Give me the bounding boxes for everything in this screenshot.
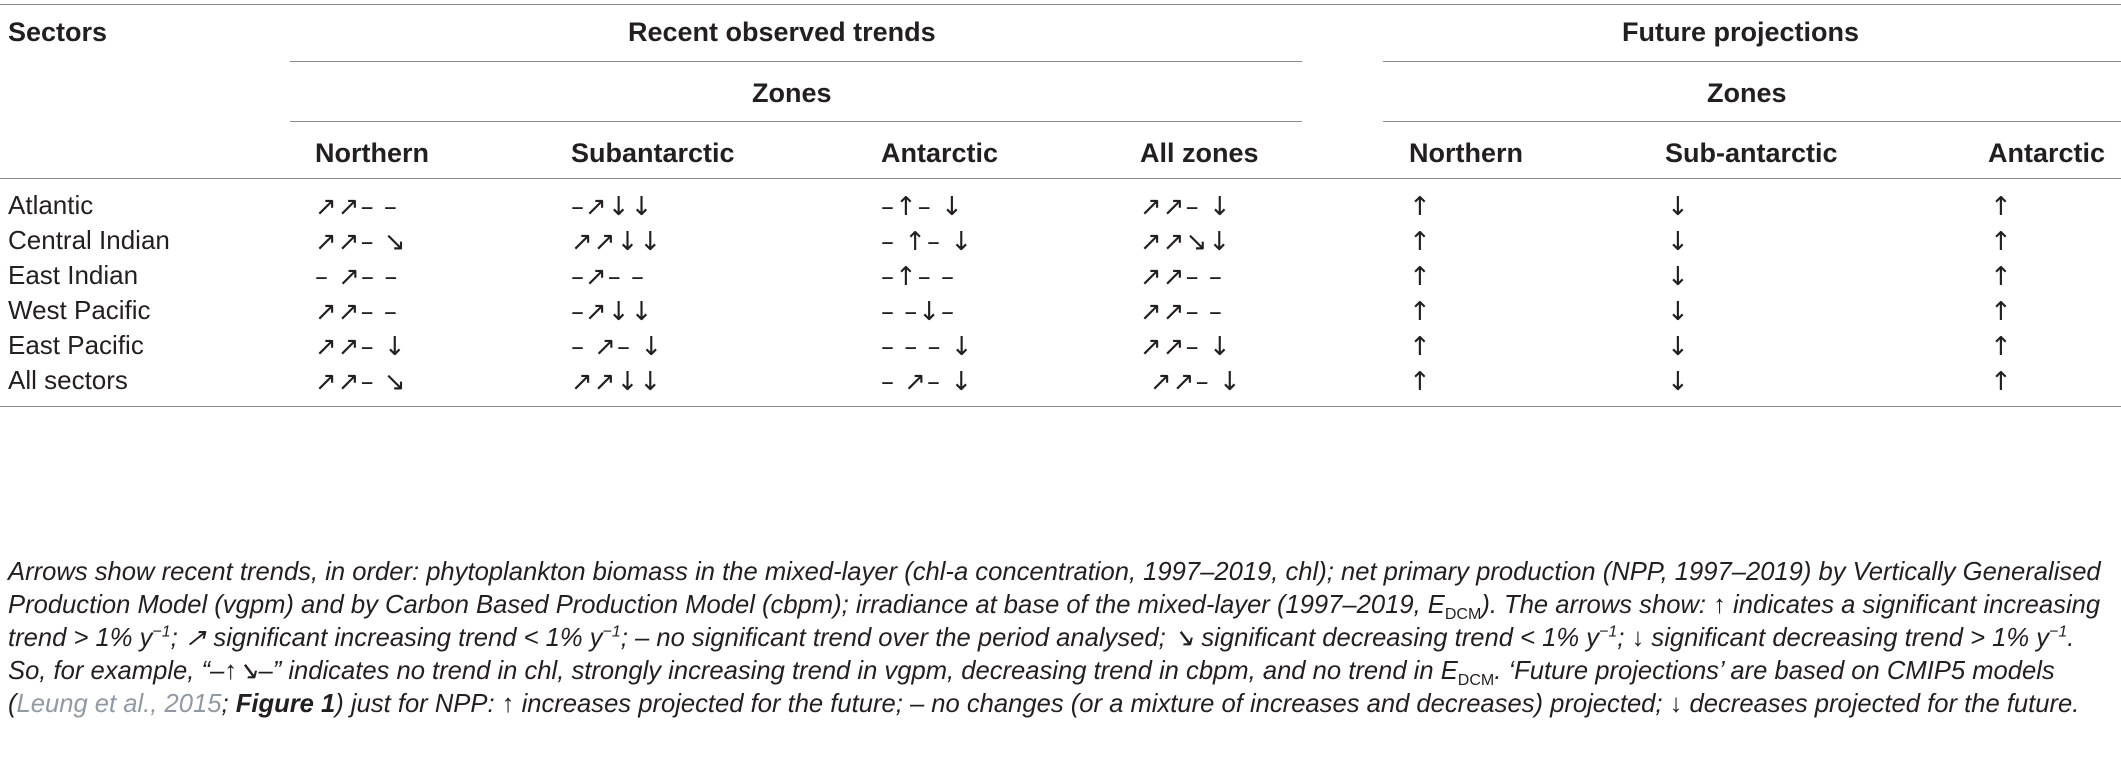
projection-cell: ↑: [1990, 262, 2013, 292]
header-zones-future: Zones: [1707, 78, 1787, 108]
header-bottom-rule: [0, 178, 2121, 179]
recent-zones-rule: [290, 121, 1302, 122]
sector-label: East Pacific: [8, 330, 144, 360]
trend-cell: –↑– –: [881, 262, 956, 292]
header-sectors: Sectors: [8, 17, 108, 47]
trend-cell: ↗↗– ↓: [1140, 192, 1232, 222]
projection-cell: ↓: [1667, 227, 1690, 257]
projection-cell: ↓: [1667, 297, 1690, 327]
caption-text: Arrows show recent trends, in order: phytoplankton biomass in the mixed-layer (chl-a concentration, 1997–2019, chl); net primary production (NPP, 1997–2019) by Vertically Generalised Production Model (vgpm) and by Carbon Based Production Model (cbpm); irradiance at base of the mixed-layer (1997–2019, E: [8, 558, 2101, 619]
header-future-projections: Future projections: [1622, 17, 1860, 47]
trend-cell: ↗↗– ↓: [1150, 367, 1242, 397]
projection-cell: ↑: [1409, 297, 1432, 327]
col-northern: Northern: [315, 138, 429, 168]
trend-cell: ↗↗– –: [315, 297, 398, 327]
sector-label: East Indian: [8, 260, 139, 290]
projection-cell: ↑: [1409, 332, 1432, 362]
projection-cell: ↑: [1990, 192, 2013, 222]
col-antarctic: Antarctic: [881, 138, 999, 168]
trend-cell: ↗↗– ↘: [315, 227, 407, 257]
sector-label: West Pacific: [8, 295, 151, 325]
caption-text: . ‘Future projections’ are based on CMIP5 models (: [8, 657, 2055, 718]
projection-cell: ↓: [1667, 262, 1690, 292]
trend-cell: – ↗– –: [315, 262, 399, 292]
table-caption: [8, 556, 2112, 721]
trend-cell: ↗↗– ↘: [315, 367, 407, 397]
caption-superscript: −1: [152, 623, 171, 641]
trend-cell: –↗↓↓: [571, 192, 654, 222]
header-zones-recent: Zones: [752, 78, 832, 108]
trend-cell: –↗↓↓: [571, 297, 654, 327]
caption-text: ;: [221, 690, 236, 718]
future-zones-rule: [1383, 121, 2121, 122]
trend-cell: – ↗– ↓: [881, 367, 974, 397]
reference-link[interactable]: Leung et al., 2015: [16, 690, 222, 718]
trend-cell: ↗↗– –: [1140, 262, 1223, 292]
trend-cell: – – – ↓: [881, 332, 974, 362]
trend-cell: ↗↗– ↓: [1140, 332, 1232, 362]
caption-text: ). The arrows show: ↑ indicates a significant increasing trend > 1% y: [8, 591, 2101, 652]
projection-cell: ↑: [1409, 262, 1432, 292]
projection-cell: ↓: [1667, 367, 1690, 397]
sector-label: Atlantic: [8, 190, 94, 220]
trend-cell: ↗↗– ↓: [315, 332, 407, 362]
caption-text: ) just for NPP: ↑ increases projected for the future; – no changes (or a mixture of increases and decreases) projected; ↓ decreases projected for the future.: [335, 690, 2080, 718]
caption-superscript: −1: [602, 623, 621, 641]
trend-cell: –↗– –: [571, 262, 646, 292]
trend-cell: ↗↗↓↓: [571, 227, 663, 257]
projection-cell: ↑: [1409, 367, 1432, 397]
sector-label: All sectors: [8, 365, 128, 395]
col-all-zones: All zones: [1140, 138, 1259, 168]
caption-superscript: −1: [2049, 623, 2068, 641]
col-future-antarctic: Antarctic: [1988, 138, 2106, 168]
trend-cell: –↑– ↓: [881, 192, 964, 222]
sector-label: Central Indian: [8, 225, 170, 255]
trend-cell: – –↓–: [881, 297, 956, 327]
trend-cell: ↗↗– –: [1140, 297, 1223, 327]
recent-trends-rule: [290, 61, 1302, 62]
caption-text: ; – no significant trend over the period analysed; ↘ significant decreasing trend < 1% y: [620, 624, 1600, 652]
table-bottom-rule: [0, 406, 2121, 407]
trend-cell: – ↑– ↓: [881, 227, 974, 257]
col-subantarctic: Subantarctic: [571, 138, 735, 168]
trend-cell: ↗↗– –: [315, 192, 398, 222]
col-future-sub-antarctic: Sub-antarctic: [1665, 138, 1838, 168]
col-future-northern: Northern: [1409, 138, 1523, 168]
figure-link[interactable]: Figure 1: [235, 690, 336, 718]
caption-subscript: DCM: [1457, 672, 1495, 690]
caption-superscript: −1: [1599, 623, 1618, 641]
trend-cell: ↗↗↓↓: [571, 367, 663, 397]
caption-subscript: DCM: [1444, 606, 1482, 624]
caption-text: . So, for example, “–↑↘–” indicates no trend in chl, strongly increasing trend in vgpm, decreasing trend in cbpm, and no trend in E: [8, 624, 2075, 685]
caption-text: ; ↗ significant increasing trend < 1% y: [170, 624, 603, 652]
projection-cell: ↑: [1990, 227, 2013, 257]
trend-cell: ↗↗↘↓: [1140, 227, 1232, 257]
projection-cell: ↑: [1990, 367, 2013, 397]
future-projections-rule: [1383, 61, 2121, 62]
projection-cell: ↓: [1667, 332, 1690, 362]
projection-cell: ↑: [1990, 297, 2013, 327]
projection-cell: ↑: [1990, 332, 2013, 362]
header-recent-trends: Recent observed trends: [628, 17, 936, 47]
projection-cell: ↑: [1409, 227, 1432, 257]
projection-cell: ↓: [1667, 192, 1690, 222]
projection-cell: ↑: [1409, 192, 1432, 222]
caption-text: ; ↓ significant decreasing trend > 1% y: [1617, 624, 2050, 652]
table-top-rule: [0, 4, 2121, 5]
trend-cell: – ↗– ↓: [571, 332, 664, 362]
